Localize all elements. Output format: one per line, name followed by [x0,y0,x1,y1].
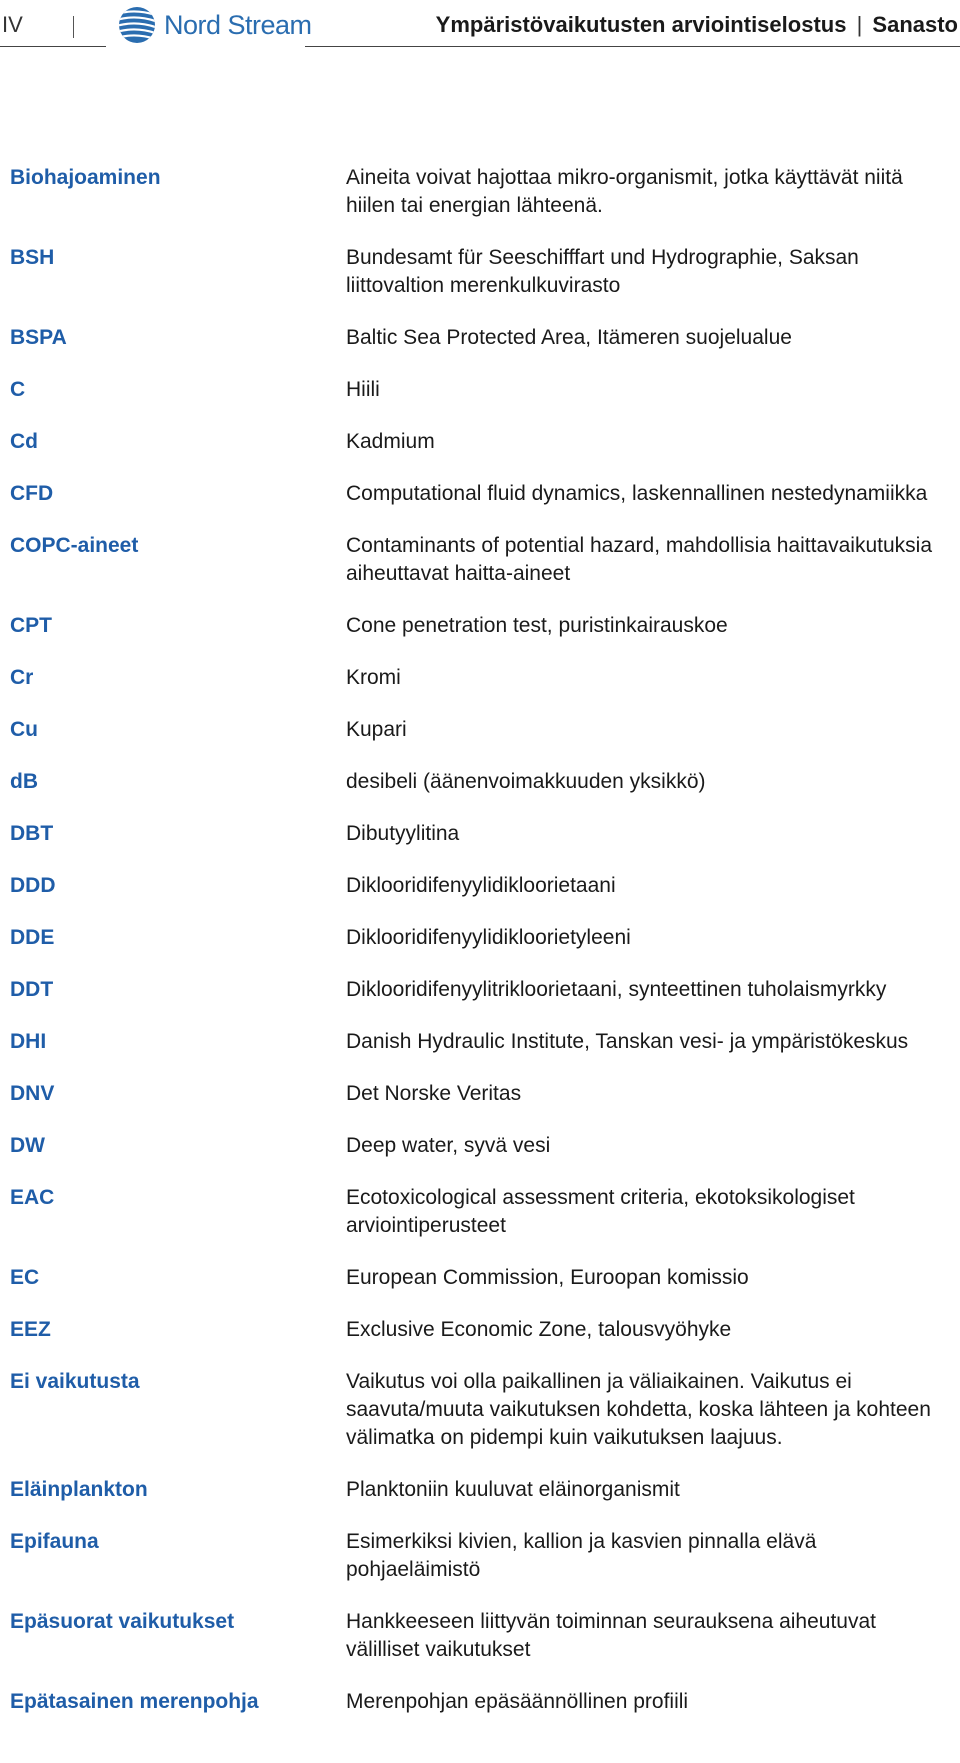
glossary-entry [10,612,958,640]
glossary-definition: Kadmium [346,430,435,453]
glossary-entry [10,480,958,508]
glossary-term: DDD [10,874,56,897]
glossary-definition: Hiili [346,378,380,401]
globe-logo-icon [118,6,156,44]
glossary-definition: Deep water, syvä vesi [346,1134,551,1157]
glossary-entry [10,1080,958,1108]
glossary-entry [10,1316,958,1344]
section-name: Sanasto [872,12,958,37]
glossary-definition: Ecotoxicological assessment criteria, ekotoksikologiset arviointiperusteet [346,1186,855,1237]
glossary-term: DNV [10,1082,55,1105]
glossary-entry [10,976,958,1004]
nord-stream-logo [118,4,312,46]
logo-wordmark: Nord Stream [164,9,312,40]
glossary-term: EAC [10,1186,55,1209]
glossary-definition: Exclusive Economic Zone, talousvyöhyke [346,1318,732,1341]
glossary-definition: Kupari [346,718,407,741]
glossary-term: COPC-aineet [10,534,139,557]
glossary-term: C [10,378,26,401]
glossary-entry [10,1608,958,1664]
glossary-entry [10,164,958,220]
glossary-definition: Diklooridifenyylidikloorietaani [346,874,616,897]
glossary-entry [10,1264,958,1292]
glossary-definition: Baltic Sea Protected Area, Itämeren suojelualue [346,326,792,349]
glossary-term: Epifauna [10,1530,99,1553]
title-separator: | [856,12,863,37]
glossary-term: EEZ [10,1318,51,1341]
glossary-term: Ei vaikutusta [10,1370,140,1393]
glossary-term: CFD [10,482,54,505]
glossary-term: Epätasainen merenpohja [10,1690,259,1713]
glossary-definition: Dibutyylitina [346,822,460,845]
glossary-entry [10,532,958,588]
glossary-term: Eläinplankton [10,1478,148,1501]
glossary-definition: Diklooridifenyylidikloorietyleeni [346,926,631,949]
glossary-term: BSH [10,246,55,269]
glossary-entry [10,1476,958,1504]
glossary-definition: Computational fluid dynamics, laskennallinen nestedynamiikka [346,482,928,505]
glossary-definition: Danish Hydraulic Institute, Tanskan vesi- ja ympäristökeskus [346,1030,909,1053]
glossary-entry [10,1184,958,1240]
glossary-definition: Cone penetration test, puristinkairauskoe [346,614,728,637]
glossary-entry [10,1368,958,1452]
glossary-definition: Diklooridifenyylitrikloorietaani, synteettinen tuholaismyrkky [346,978,887,1001]
glossary-definition: Kromi [346,666,401,689]
glossary-definition: Merenpohjan epäsäännöllinen profiili [346,1690,689,1713]
glossary-definition: European Commission, Euroopan komissio [346,1266,749,1289]
glossary-term: Epäsuorat vaikutukset [10,1610,235,1633]
glossary-entry [10,1028,958,1056]
glossary-entry [10,664,958,692]
glossary-definition: Vaikutus voi olla paikallinen ja väliaikainen. Vaikutus ei saavuta/muuta vaikutuksen kohdetta, koska lähteen ja kohteen välimatka on pidempi kuin vaikutuksen laajuus. [346,1370,931,1449]
glossary-term: CPT [10,614,52,637]
header-rule-left [0,46,106,47]
glossary-term: Cr [10,666,34,689]
glossary-entry [10,244,958,300]
document-title [436,12,958,38]
glossary-entry [10,820,958,848]
glossary-entry [10,1528,958,1584]
glossary-term: DDE [10,926,55,949]
glossary-term: Biohajoaminen [10,166,161,189]
document-title-text: Ympäristövaikutusten arviointiselostus [435,12,847,37]
glossary-entry [10,872,958,900]
glossary-term: DHI [10,1030,47,1053]
glossary-term: BSPA [10,326,67,349]
glossary-entry [10,716,958,744]
glossary-definition: Planktoniin kuuluvat eläinorganismit [346,1478,680,1501]
glossary-entry [10,768,958,796]
glossary-term: DDT [10,978,54,1001]
glossary-term: DBT [10,822,54,845]
glossary-definition: Bundesamt für Seeschifffart und Hydrographie, Saksan liittovaltion merenkulkuvirasto [346,246,859,297]
glossary-entry [10,376,958,404]
glossary-entry [10,428,958,456]
glossary-term: Cu [10,718,38,741]
glossary-entry [10,324,958,352]
glossary-term: dB [10,770,38,793]
header-divider [73,16,74,38]
glossary-definition: Esimerkiksi kivien, kallion ja kasvien pinnalla elävä pohjaeläimistö [346,1530,817,1581]
glossary-definition: desibeli (äänenvoimakkuuden yksikkö) [346,770,706,793]
page-header [0,0,960,52]
glossary-entry [10,1132,958,1160]
glossary-term: Cd [10,430,38,453]
glossary-definition: Hankkeeseen liittyvän toiminnan seurauksena aiheutuvat välilliset vaikutukset [346,1610,876,1661]
glossary-definition: Aineita voivat hajottaa mikro-organismit, jotka käyttävät niitä hiilen tai energian lähteenä. [346,166,903,217]
glossary-entry [10,924,958,952]
page-number: IV [2,12,23,37]
glossary-list [10,164,958,1740]
glossary-definition: Det Norske Veritas [346,1082,522,1105]
glossary-term: DW [10,1134,45,1157]
glossary-definition: Contaminants of potential hazard, mahdollisia haittavaikutuksia aiheuttavat haitta-aineet [346,534,933,585]
glossary-entry [10,1688,958,1716]
glossary-term: EC [10,1266,40,1289]
header-rule-right [305,46,960,47]
